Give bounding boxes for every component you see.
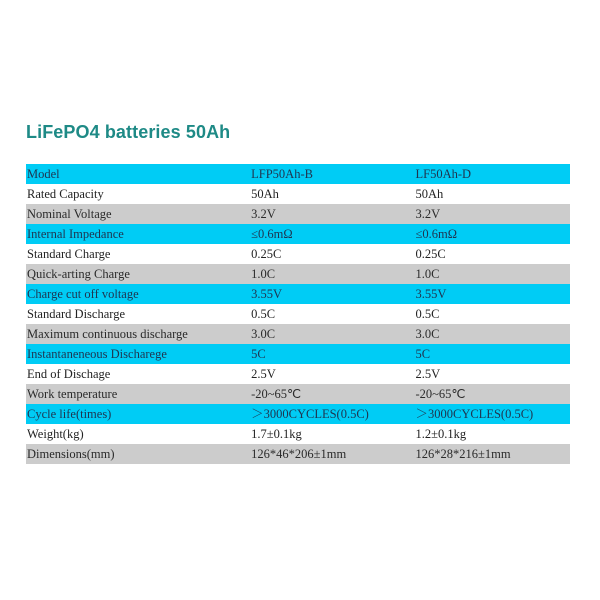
spec-value-d: 50Ah [414, 184, 570, 204]
spec-value-d: ＞3000CYCLES(0.5C) [414, 404, 570, 424]
spec-label: Maximum continuous discharge [26, 324, 250, 344]
spec-value-b: 1.0C [250, 264, 414, 284]
table-row-work-temperature [26, 384, 570, 404]
spec-label: Charge cut off voltage [26, 284, 250, 304]
spec-label: Dimensions(mm) [26, 444, 250, 464]
table-row-model [26, 164, 570, 184]
spec-label: End of Dischage [26, 364, 250, 384]
spec-value-d: LF50Ah-D [414, 164, 570, 184]
spec-label: Standard Charge [26, 244, 250, 264]
page-title: LiFePO4 batteries 50Ah [26, 122, 231, 142]
table-row-rated-capacity [26, 184, 570, 204]
spec-value-d: 0.5C [414, 304, 570, 324]
table-row-end-of-discharge [26, 364, 570, 384]
spec-value-d: 126*28*216±1mm [414, 444, 570, 464]
table-row-max-continuous-discharge [26, 324, 570, 344]
spec-label: Model [26, 164, 250, 184]
table-row-nominal-voltage [26, 204, 570, 224]
spec-value-d: 1.2±0.1kg [414, 424, 570, 444]
spec-label: Nominal Voltage [26, 204, 250, 224]
table-row-weight [26, 424, 570, 444]
spec-value-d: 3.0C [414, 324, 570, 344]
spec-value-b: 0.5C [250, 304, 414, 324]
spec-value-b: 3.55V [250, 284, 414, 304]
spec-value-d: ≤0.6mΩ [414, 224, 570, 244]
table-row-internal-impedance [26, 224, 570, 244]
spec-value-b: 126*46*206±1mm [250, 444, 414, 464]
spec-value-d: 5C [414, 344, 570, 364]
spec-value-b: 3.0C [250, 324, 414, 344]
spec-label: Internal Impedance [26, 224, 250, 244]
spec-label: Standard Discharge [26, 304, 250, 324]
table-row-standard-discharge [26, 304, 570, 324]
table-row-dimensions [26, 444, 570, 464]
table-row-charge-cutoff-voltage [26, 284, 570, 304]
spec-value-b: ≤0.6mΩ [250, 224, 414, 244]
spec-label: Cycle life(times) [26, 404, 250, 424]
spec-value-b: ＞3000CYCLES(0.5C) [250, 404, 414, 424]
spec-label: Rated Capacity [26, 184, 250, 204]
spec-value-b: -20~65℃ [250, 384, 414, 404]
table-row-quick-charge [26, 264, 570, 284]
spec-value-b: 2.5V [250, 364, 414, 384]
spec-value-d: -20~65℃ [414, 384, 570, 404]
spec-table [26, 164, 570, 464]
spec-value-b: 5C [250, 344, 414, 364]
spec-label: Work temperature [26, 384, 250, 404]
table-row-standard-charge [26, 244, 570, 264]
spec-value-b: 50Ah [250, 184, 414, 204]
spec-label: Instantaneneous Discharege [26, 344, 250, 364]
spec-value-d: 0.25C [414, 244, 570, 264]
spec-value-d: 1.0C [414, 264, 570, 284]
spec-value-b: 0.25C [250, 244, 414, 264]
table-row-cycle-life [26, 404, 570, 424]
spec-value-b: 3.2V [250, 204, 414, 224]
spec-value-d: 3.2V [414, 204, 570, 224]
spec-value-b: LFP50Ah-B [250, 164, 414, 184]
table-row-instantaneous-discharge [26, 344, 570, 364]
spec-value-b: 1.7±0.1kg [250, 424, 414, 444]
spec-value-d: 2.5V [414, 364, 570, 384]
spec-label: Quick-arting Charge [26, 264, 250, 284]
spec-label: Weight(kg) [26, 424, 250, 444]
spec-value-d: 3.55V [414, 284, 570, 304]
